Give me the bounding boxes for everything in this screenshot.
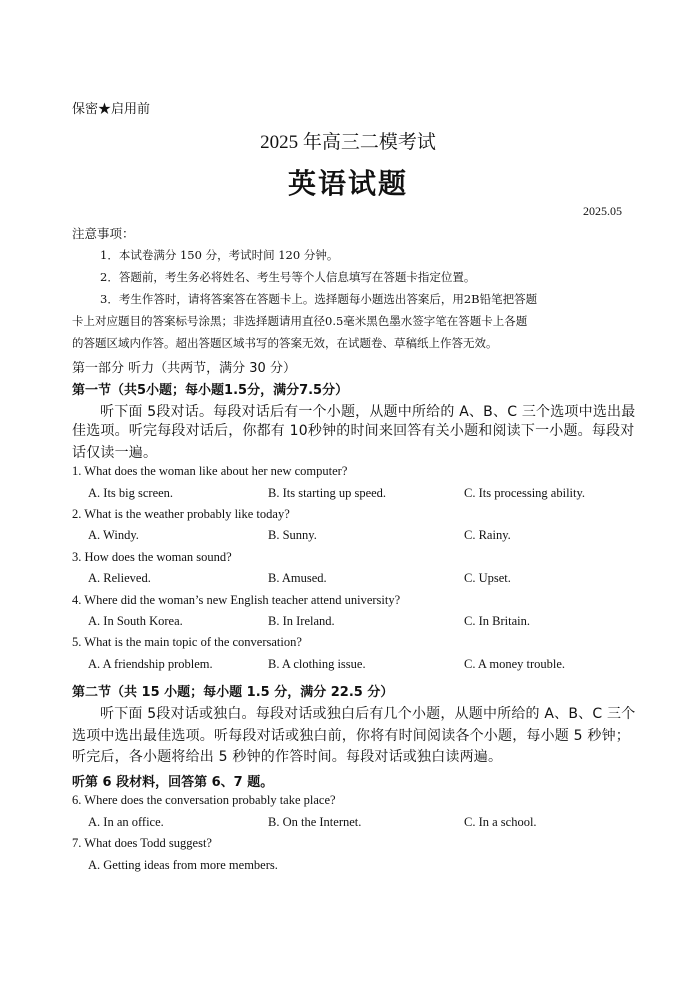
section1-title: 第一节（共5小题；每小题1.5分，满分7.5分） bbox=[72, 383, 349, 398]
question-4-option-c: C. In Britain. bbox=[464, 614, 530, 628]
question-4: 4. Where did the woman’s new English teacher attend university? bbox=[72, 593, 401, 607]
question-6-option-a: A. In an office. bbox=[88, 815, 164, 829]
question-5-option-a: A. A friendship problem. bbox=[88, 657, 213, 671]
question-1: 1. What does the woman like about her new computer? bbox=[72, 464, 348, 478]
question-1-option-b: B. Its starting up speed. bbox=[268, 486, 387, 500]
question-7-option-a: A. Getting ideas from more members. bbox=[88, 858, 278, 872]
section2-instruction-line-3: 听完后，各小题将给出 5 秒钟的作答时间。每段对话或独白读两遍。 bbox=[72, 749, 503, 765]
section2-title: 第二节（共 15 小题；每小题 1.5 分，满分 22.5 分） bbox=[72, 685, 394, 700]
question-4-option-b: B. In Ireland. bbox=[268, 614, 335, 628]
question-3-option-a: A. Relieved. bbox=[88, 571, 151, 585]
material-6-heading: 听第 6 段材料，回答第 6、7 题。 bbox=[72, 775, 274, 790]
exam-date: 2025.05 bbox=[583, 204, 622, 218]
question-2: 2. What is the weather probably like today? bbox=[72, 507, 290, 521]
question-5-option-c: C. A money trouble. bbox=[464, 657, 566, 671]
question-6-option-c: C. In a school. bbox=[464, 815, 537, 829]
question-2-option-a: A. Windy. bbox=[88, 528, 139, 542]
note-item-3-line-3: 的答题区域内作答。超出答题区域书写的答案无效，在试题卷、草稿纸上作答无效。 bbox=[72, 336, 498, 350]
notes-heading: 注意事项： bbox=[72, 226, 135, 241]
question-6: 6. Where does the conversation probably take place? bbox=[72, 793, 336, 807]
section1-instruction-line-1: 听下面 5段对话。每段对话后有一个小题，从题中所给的 A、B、C 三个选项中选出最 bbox=[100, 404, 636, 420]
question-7: 7. What does Todd suggest? bbox=[72, 836, 212, 850]
question-3-option-b: B. Amused. bbox=[268, 571, 327, 585]
note-item-2: 2．答题前，考生务必将姓名、考生号等个人信息填写在答题卡指定位置。 bbox=[100, 270, 476, 284]
note-item-3-line-2: 卡上对应题目的答案标号涂黑；非选择题请用直径0.5毫米黑色墨水签字笔在答题卡上各题 bbox=[72, 314, 528, 328]
question-6-option-b: B. On the Internet. bbox=[268, 815, 362, 829]
note-item-1: 1．本试卷满分 150 分，考试时间 120 分钟。 bbox=[100, 248, 339, 262]
question-5: 5. What is the main topic of the conversation? bbox=[72, 635, 302, 649]
subject-title: 英语试题 bbox=[287, 167, 408, 200]
section1-instruction-line-2: 佳选项。听完每段对话后，你都有 10秒钟的时间来回答有关小题和阅读下一小题。每段对 bbox=[72, 423, 635, 439]
question-3-option-c: C. Upset. bbox=[464, 571, 511, 585]
section2-instruction-line-2: 选项中选出最佳选项。听每段对话或独白前，你将有时间阅读各个小题，每小题 5 秒钟； bbox=[72, 728, 631, 744]
question-1-option-a: A. Its big screen. bbox=[88, 486, 174, 500]
section1-instruction-line-3: 话仅读一遍。 bbox=[72, 445, 158, 461]
exam-title: 2025 年高三二模考试 bbox=[260, 132, 436, 153]
question-1-option-c: C. Its processing ability. bbox=[464, 486, 586, 500]
confidential-label: 保密★启用前 bbox=[72, 102, 151, 117]
question-2-option-c: C. Rainy. bbox=[464, 528, 511, 542]
note-item-3-line-1: 3．考生作答时，请将答案答在答题卡上。选择题每小题选出答案后，用2B铅笔把答题 bbox=[100, 292, 538, 306]
question-4-option-a: A. In South Korea. bbox=[88, 614, 183, 628]
part1-title: 第一部分 听力（共两节，满分 30 分） bbox=[72, 361, 296, 376]
question-5-option-b: B. A clothing issue. bbox=[268, 657, 366, 671]
section2-instruction-line-1: 听下面 5段对话或独白。每段对话或独白后有几个小题，从题中所给的 A、B、C 三个 bbox=[100, 706, 636, 722]
question-3: 3. How does the woman sound? bbox=[72, 550, 232, 564]
question-2-option-b: B. Sunny. bbox=[268, 528, 317, 542]
